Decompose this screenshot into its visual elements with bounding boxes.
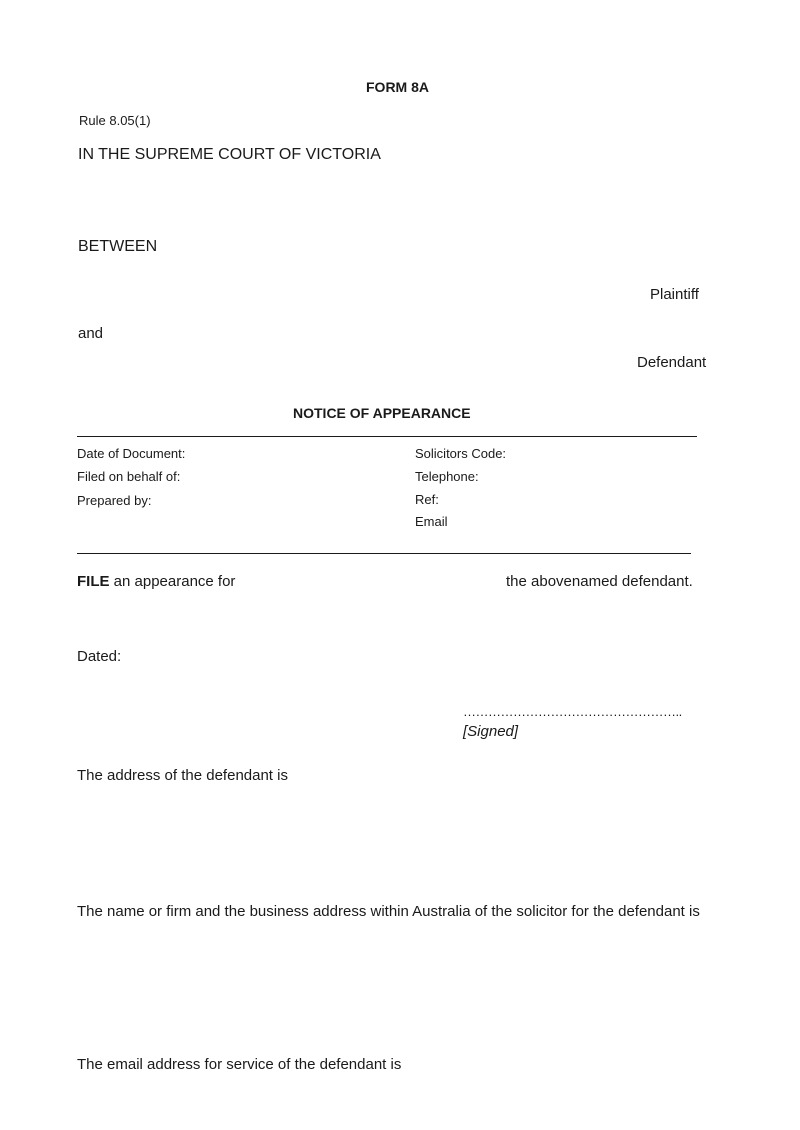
top-divider — [77, 436, 697, 437]
file-appearance-end: the abovenamed defendant. — [506, 573, 693, 590]
solicitors-code-label: Solicitors Code: — [415, 446, 507, 461]
email-service-label: The email address for service of the defendant is — [77, 1056, 402, 1073]
date-of-document-label: Date of Document: — [77, 446, 186, 461]
signature-line: …………………………………………….. — [463, 704, 682, 719]
and-label: and — [78, 325, 104, 342]
court-name: IN THE SUPREME COURT OF VICTORIA — [78, 146, 381, 163]
filed-on-behalf-of-label: Filed on behalf of: — [77, 469, 181, 484]
dated-label: Dated: — [77, 648, 122, 665]
defendant-label: Defendant — [637, 354, 707, 371]
plaintiff-label: Plaintiff — [650, 286, 699, 303]
form-title: FORM 8A — [366, 79, 429, 95]
telephone-label: Telephone: — [415, 469, 479, 484]
notice-title: NOTICE OF APPEARANCE — [293, 405, 471, 421]
bottom-divider — [77, 553, 691, 554]
solicitor-address-label: The name or firm and the business address within Australia of the solicitor for the defendant is — [77, 903, 700, 920]
defendant-address-label: The address of the defendant is — [77, 767, 288, 784]
between-label: BETWEEN — [78, 238, 158, 255]
prepared-by-label: Prepared by: — [77, 493, 152, 508]
file-text: an appearance for — [113, 573, 236, 590]
signed-label: [Signed] — [463, 723, 519, 740]
file-keyword: FILE — [77, 573, 110, 590]
email-label: Email — [415, 514, 448, 529]
ref-label: Ref: — [415, 492, 439, 507]
file-appearance-line — [77, 574, 235, 589]
rule-reference: Rule 8.05(1) — [79, 113, 151, 128]
